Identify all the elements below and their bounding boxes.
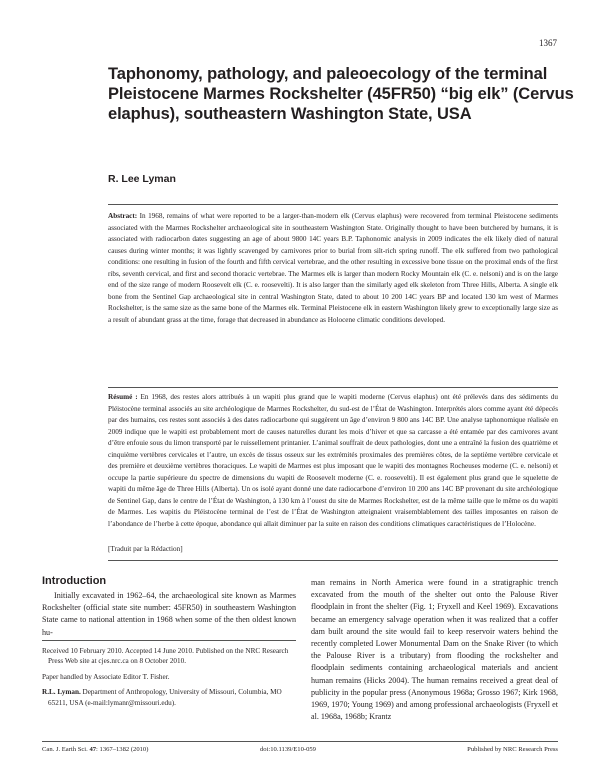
author-name: R. Lee Lyman — [108, 173, 176, 185]
abstract-top-rule — [108, 204, 558, 205]
intro-column-2: man remains in North America were found in a stratigraphic trench excavated from the mouth of the shelter out onto the Palouse River floodplain in front the shelter (Fig. 1; Fryxell and Keel 1969). Excavations became an emergency salvage operation when it was realized that a coffer dam built around the site would fail to keep reservoir waters behind the recently completed Lower Monumental Dam on the Snake River (to which the Palouse River is a tributary) from flooding the rockshelter and floodplain sediments containing archaeological materials and ancient human remains (Hicks 2004). The human remains received a great deal of publicity in the popular press (Anonymous 1968a; Grosso 1967; Kirk 1968, 1969, 1970; Young 1969) and among professional archaeologists (Fryxell et al. 1968a, 1968b; Krantz — [311, 578, 558, 722]
intro-column-1: Initially excavated in 1962–64, the archaeological site known as Marmes Rockshelter (official state site number: 45FR50) in southeastern Washington State came to national attention in 1968 when some of the then oldest known hu- — [42, 591, 296, 637]
journal-citation — [42, 746, 148, 753]
affiliation-name: R.L. Lyman. — [42, 688, 81, 697]
translation-note: [Traduit par la Rédaction] — [108, 545, 183, 553]
affiliation-note — [42, 687, 296, 708]
footer-rule — [42, 741, 558, 742]
article-notes — [42, 646, 296, 713]
article-title: Taphonomy, pathology, and paleoecology of the terminal Pleistocene Marmes Rockshelter (45FR50) “big elk” (Cervus elaphus), southeastern Washington State, USA — [108, 65, 574, 123]
page-number: 1367 — [539, 38, 557, 48]
publisher: Published by NRC Research Press — [467, 746, 558, 753]
section-heading-introduction: Introduction — [42, 575, 107, 587]
editor-note: Paper handled by Associate Editor T. Fisher. — [42, 672, 170, 681]
resume-text: En 1968, des restes alors attribués à un wapiti plus grand que le wapiti moderne (Cervus elaphus) ont été prélevés dans des sédiments du Pléistocène terminal associés au site archéologique de Marmes Rockshelter, du sud-est de l’État de Washington. Interprétés alors comme ayant été dépecés par des humains, ces restes sont associés à des dates radiocarbone qui suggèrent un âge d’environ 9 800 ans 14C BP. Une analyse taphonomique réalisée en 2009 indique que le wapiti est probablement mort de causes naturelles durant les mois d’hiver et que sa carcasse a été entamée par des carnivores avant d’être enfouie sous du limon transporté par le ruissellement printanier. L’animal souffrait de deux pathologies, dont une a entraîné la fusion des quatrième et cinquième vertèbres cervicales et l’autre, un excès de tissus osseux sur les extrémités proximales des premières côtes, de la septième vertèbre cervicale et des première et deuxième vertèbres thoraciques. Le wapiti de Marmes est plus imposant que le wapiti des montagnes Rocheuses moderne (C. e. nelsoni) et occupe la partie supérieure du spectre de dimensions du wapiti de Roosevelt moderne (C. e. roosevelti). Il est également plus grand que le squelette de wapiti du même âge de Three Hills (Alberta). Un os isolé ayant donné une date radiocarbone d’environ 10 200 ans 14C BP provenant du site archéologique de Sentinel Gap, dans le centre de l’État de Washington, à 130 km à l’ouest du site de Marmes Rockshelter, est de la même taille que le même os du wapiti de Marmes. Les wapitis du Pléistocène terminal de l’est de l’État de Washington atteignaient vraisemblablement des tailles imposantes en raison de l’abondance de l’herbe à cette époque, abondance qui allait diminuer par la suite en raison des conditions climatiques caractéristiques de l’Holocène. — [108, 393, 558, 529]
resume-bottom-rule — [108, 560, 558, 561]
notes-rule — [42, 640, 296, 641]
resume — [108, 392, 558, 531]
resume-label: Résumé : — [108, 393, 138, 401]
abstract — [108, 211, 558, 326]
journal-volume: 47 — [89, 746, 97, 753]
received-note: Received 10 February 2010. Accepted 14 June 2010. Published on the NRC Research Press Web site at cjes.nrc.ca on 8 October 2010. — [42, 647, 289, 666]
journal-name: Can. J. Earth Sci. — [42, 746, 88, 753]
affiliation-text: Department of Anthropology, University of Missouri, Columbia, MO 65211, USA (e-mail:lymanr@missouri.edu). — [48, 688, 282, 707]
doi: doi:10.1139/E10-059 — [260, 746, 316, 753]
abstract-label: Abstract: — [108, 212, 138, 220]
abstract-text: In 1968, remains of what were reported to be a larger-than-modern elk (Cervus elaphus) were recovered from terminal Pleistocene sediments associated with the Marmes Rockshelter archaeological site in southeastern Washington State. Originally thought to have been butchered by humans, it is associated with radiocarbon dates suggesting an age of about 9800 14C years B.P. Taphonomic analysis in 2009 indicates the elk likely died of natural causes during winter months; it was lightly scavenged by carnivores prior to burial from silt-rich spring runoff. The elk suffered from two pathological conditions: one resulting in fusion of the fourth and fifth cervical vertebrae, and the other resulting in excessive bone tissue on the proximal ends of the first ribs, seventh cervical, and first and second thoracic vertebrae. The Marmes elk is larger than modern Rocky Mountain elk (C. e. nelsoni) and is on the large end of the size range of modern Roosevelt elk (C. e. roosevelti). It is also larger than the similarly aged elk skeleton from Three Hills, Alberta. A single elk bone from the Sentinel Gap archaeological site in central Washington State, dated to about 10 200 14C years BP and located 130 km west of Marmes Rockshelter, is the same size as the same bone of the Marmes elk. Terminal Pleistocene elk in eastern Washington likely grew to exceptionally large size as a result of abundant grass at the time, forage that decreased in abundance as Holocene climatic conditions developed. — [108, 212, 558, 324]
journal-pages: : 1367–1382 (2010) — [96, 746, 149, 753]
abstract-bottom-rule — [108, 387, 558, 388]
